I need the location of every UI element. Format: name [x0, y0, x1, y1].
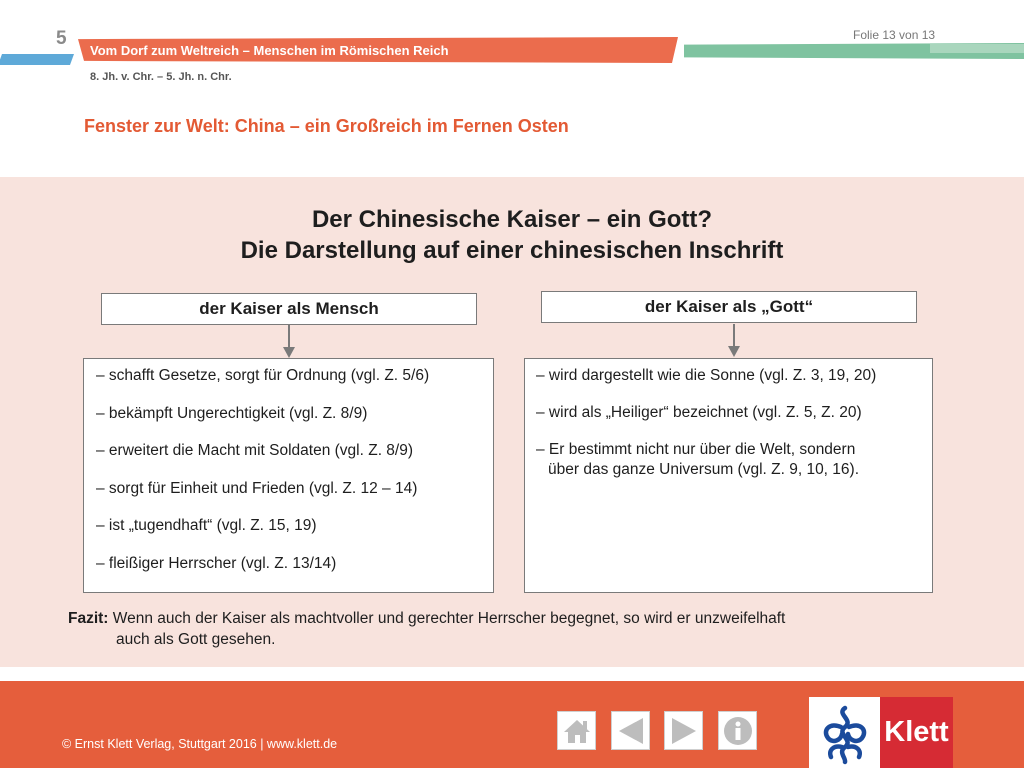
list-item: – wird als „Heiliger“ bezeichnet (vgl. Z. 5, Z. 20)	[536, 404, 862, 421]
page-title-line2: Die Darstellung auf einer chinesischen Inschrift	[240, 237, 784, 264]
list-human-traits	[83, 358, 494, 593]
arrow-down-icon	[283, 325, 295, 358]
book-title: Vom Dorf zum Weltreich – Menschen im Römischen Reich	[90, 43, 449, 58]
conclusion-line2: auch als Gott gesehen.	[116, 631, 276, 648]
decor-stripe-green-light	[930, 44, 1024, 53]
decor-stripe-blue	[0, 54, 74, 65]
info-icon	[723, 716, 753, 746]
epoch-label: 8. Jh. v. Chr. – 5. Jh. n. Chr.	[90, 71, 232, 83]
chapter-number: 5	[56, 28, 67, 49]
section-title: Fenster zur Welt: China – ein Großreich im Fernen Osten	[84, 116, 569, 136]
list-item: – erweitert die Macht mit Soldaten (vgl. Z. 8/9)	[96, 442, 414, 459]
page-title-line1: Der Chinesische Kaiser – ein Gott?	[311, 206, 713, 233]
conclusion-line1: Wenn auch der Kaiser als machtvoller und gerechter Herrscher begegnet, so wird er unzweifelhaft	[108, 610, 786, 627]
conclusion	[68, 608, 785, 650]
klett-clover-icon	[812, 700, 877, 766]
list-item: – schafft Gesetze, sorgt für Ordnung (vgl. Z. 5/6)	[96, 367, 430, 384]
list-god-traits	[524, 358, 933, 593]
klett-logo-box	[880, 697, 953, 768]
home-button[interactable]	[557, 711, 596, 750]
previous-slide-button[interactable]	[611, 711, 650, 750]
list-item: – ist „tugendhaft“ (vgl. Z. 15, 19)	[96, 517, 317, 534]
list-item: – fleißiger Herrscher (vgl. Z. 13/14)	[96, 554, 337, 572]
column-header-human: der Kaiser als Mensch	[101, 293, 477, 325]
column-header-god: der Kaiser als „Gott“	[541, 291, 917, 323]
slide-counter: Folie 13 von 13	[853, 28, 936, 42]
list-item	[536, 440, 932, 480]
copyright: © Ernst Klett Verlag, Stuttgart 2016 | www.klett.de	[62, 737, 338, 751]
list-item: – wird dargestellt wie die Sonne (vgl. Z. 3, 19, 20)	[536, 367, 877, 384]
klett-logo-text: Klett	[884, 716, 949, 748]
list-item-line2: über das ganze Universum (vgl. Z. 9, 10, 16).	[548, 461, 860, 478]
conclusion-label: Fazit:	[68, 610, 109, 627]
page-title	[0, 204, 1024, 266]
list-item: – sorgt für Einheit und Frieden (vgl. Z. 12 – 14)	[96, 479, 418, 497]
info-button[interactable]	[718, 711, 757, 750]
list-item: – bekämpft Ungerechtigkeit (vgl. Z. 8/9)	[96, 404, 368, 422]
next-slide-button[interactable]	[664, 711, 703, 750]
list-item-line1: – Er bestimmt nicht nur über die Welt, sondern	[536, 441, 856, 458]
home-icon	[563, 718, 591, 744]
arrow-right-icon	[670, 716, 698, 746]
arrow-down-icon	[728, 324, 740, 357]
arrow-left-icon	[617, 716, 645, 746]
